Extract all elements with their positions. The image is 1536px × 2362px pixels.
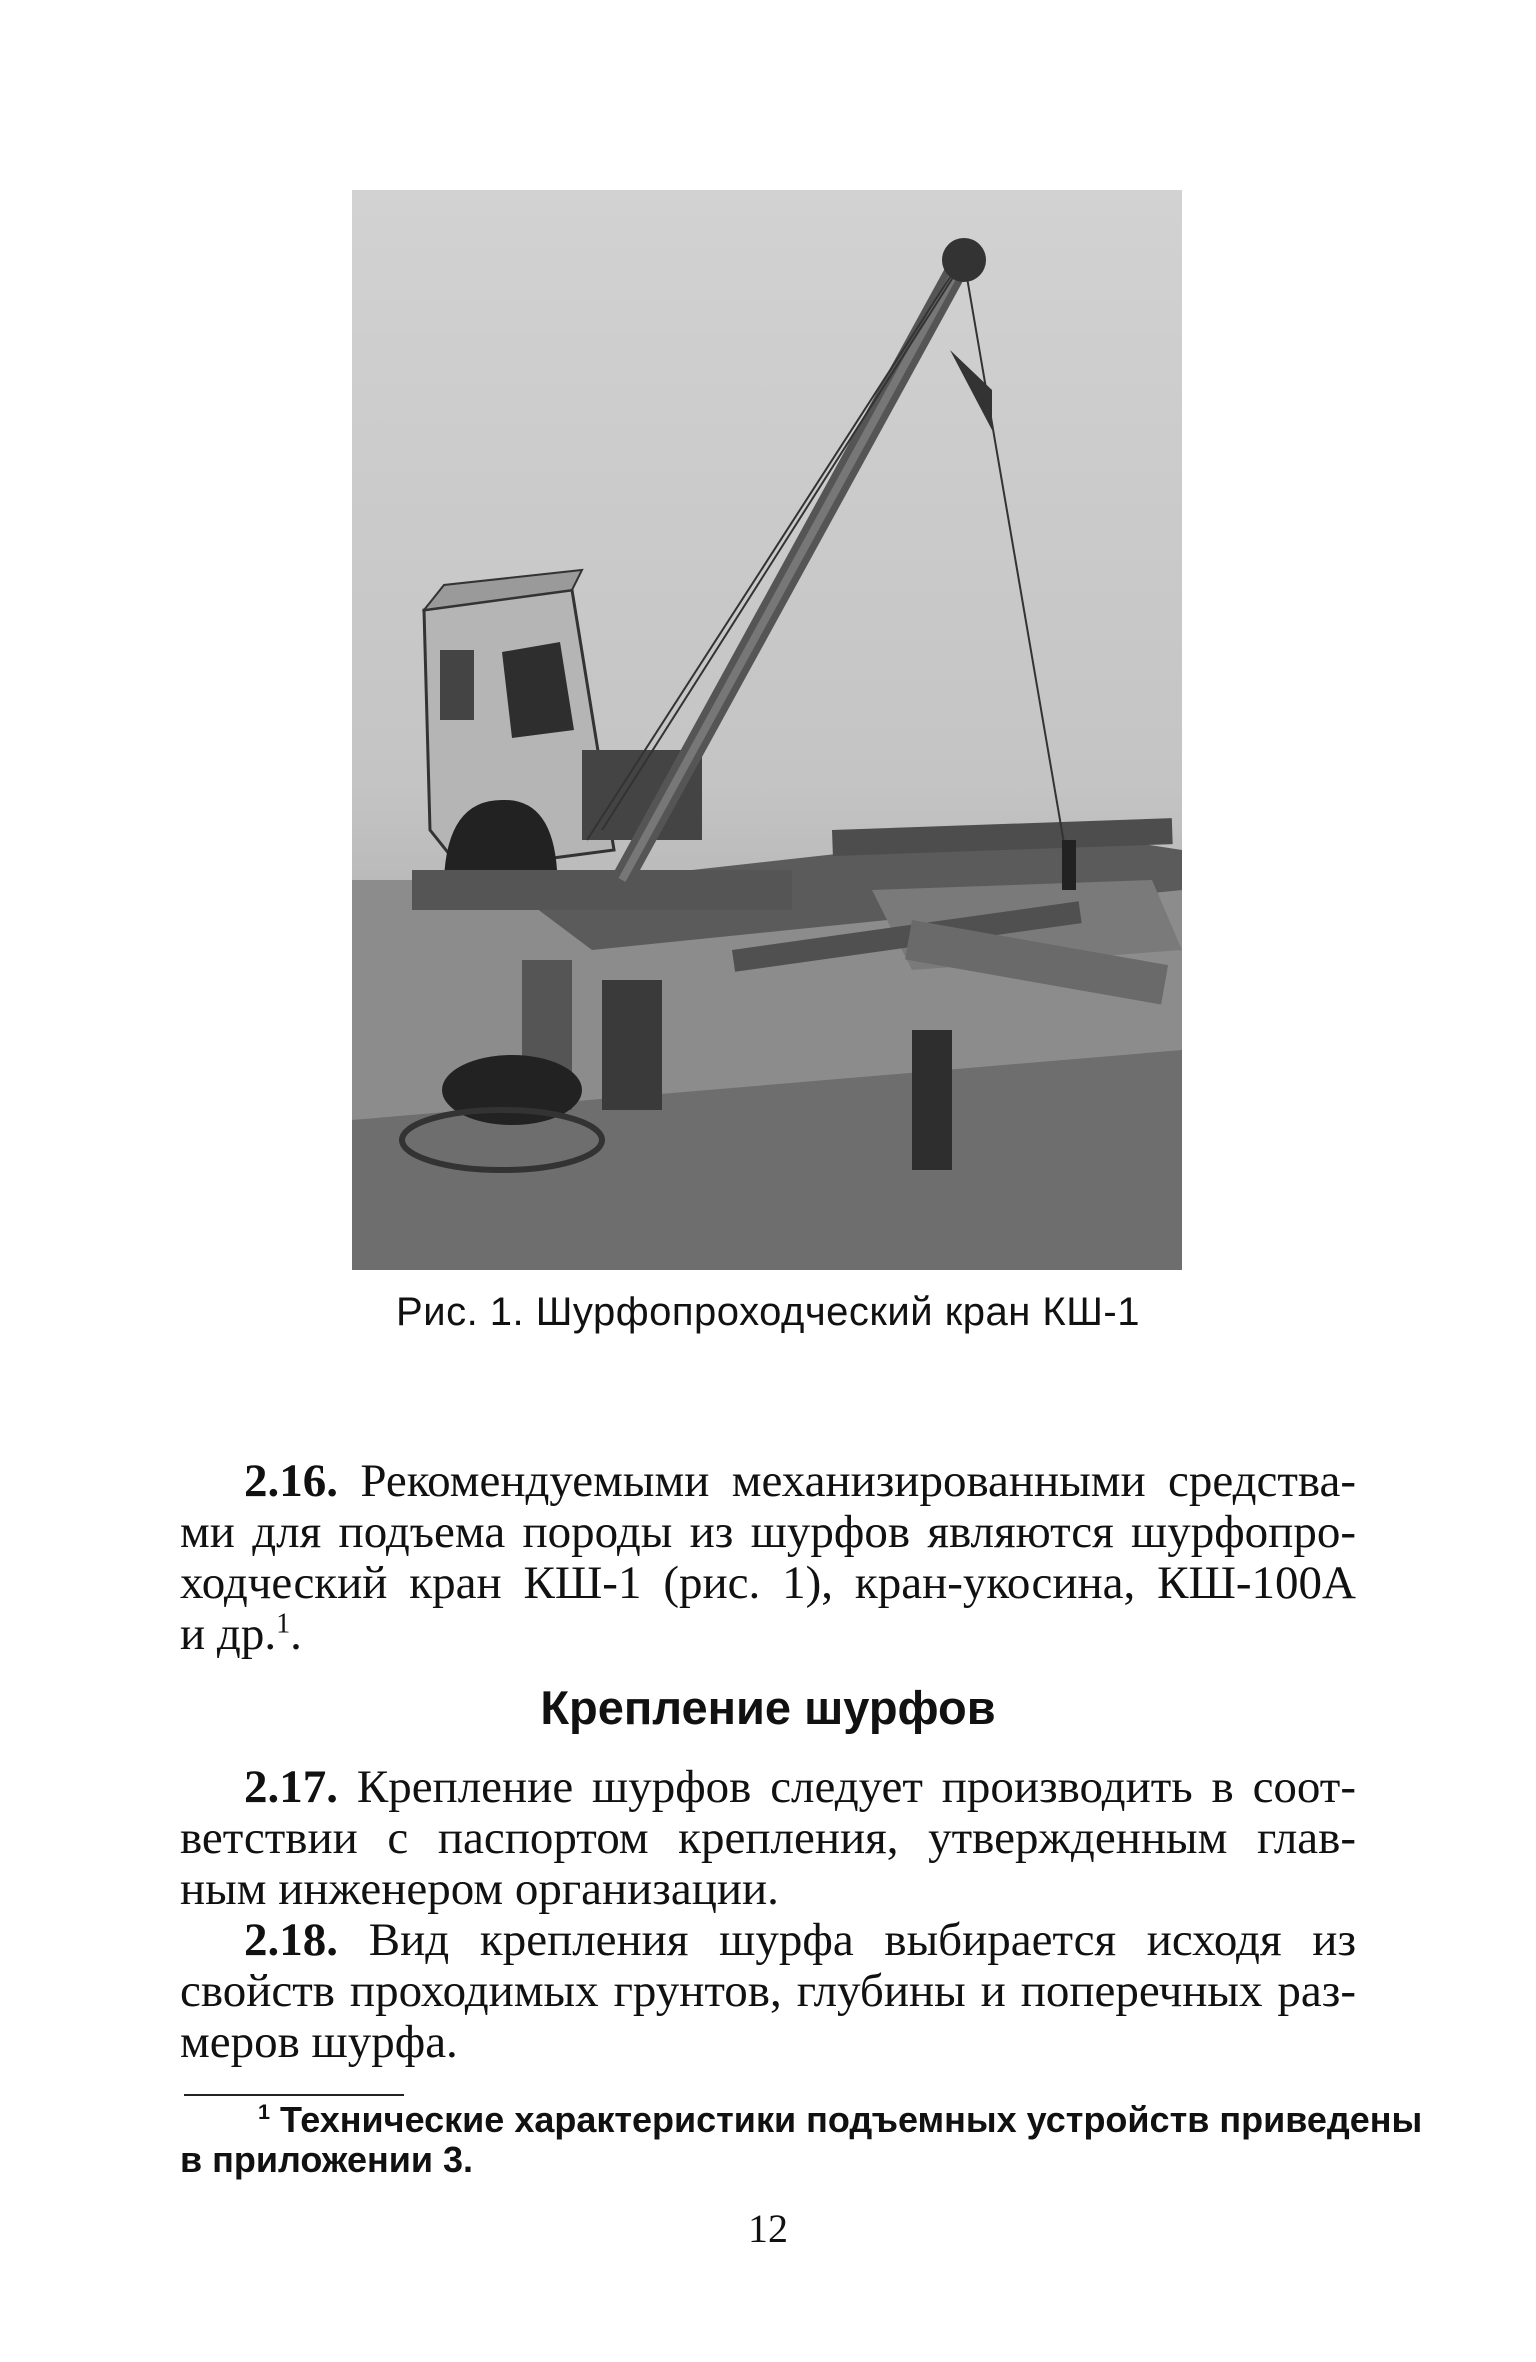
paragraph-line — [180, 1915, 1356, 1966]
paragraph-line: и др.$^1$. — [180, 1608, 302, 1660]
paragraph-line: ходческий кран КШ-1 (рис. 1), кран-укосина, КШ-100А — [180, 1557, 1356, 1609]
crane-illustration — [352, 190, 1182, 1270]
paragraph-2-17 — [180, 1762, 1356, 1915]
footnote-ref: 1 — [276, 1608, 291, 1640]
paragraph-line — [180, 1762, 1356, 1813]
paragraph-number: 2.18. — [244, 1914, 338, 1966]
crane-photo — [352, 190, 1182, 1270]
footnote-line: в приложении 3. — [180, 2139, 474, 2180]
paragraph-line: ветствии с паспортом крепления, утвержденным глав- — [180, 1812, 1356, 1864]
paragraph-number: 2.16. — [244, 1455, 338, 1507]
paragraph-text: Вид крепления шурфа выбирается исходя из — [368, 1914, 1357, 1966]
paragraph-2-16 — [180, 1456, 1356, 1660]
figure-caption: Рис. 1. Шурфопроходческий кран КШ-1 — [396, 1290, 1140, 1334]
paragraph-line: меров шурфа. — [180, 2016, 458, 2068]
paragraph-number: 2.17. — [244, 1761, 338, 1813]
paragraph-2-18 — [180, 1915, 1356, 2068]
footnote — [180, 2099, 1423, 2180]
footnote-marker: 1 — [258, 2099, 271, 2124]
paragraph-text: и др. — [180, 1608, 277, 1660]
footnote-text: Технические характеристики подъемных устройств приведены — [280, 2099, 1423, 2140]
paragraph-line: ми для подъема породы из шурфов являются шурфопро- — [180, 1506, 1356, 1558]
paragraph-line: ным инженером организации. — [180, 1863, 779, 1915]
paragraph-text: Рекомендуемыми механизированными средства- — [360, 1455, 1356, 1507]
footnote-divider — [184, 2094, 404, 2096]
footnote-line — [180, 2099, 1423, 2140]
paragraph-text: Крепление шурфов следует производить в соот- — [356, 1761, 1357, 1813]
page-number: 12 — [748, 2206, 788, 2251]
paragraph-line: свойств проходимых грунтов, глубины и поперечных раз- — [180, 1965, 1356, 2017]
section-heading: Крепление шурфов — [540, 1681, 996, 1734]
paragraph-line — [180, 1456, 1356, 1507]
